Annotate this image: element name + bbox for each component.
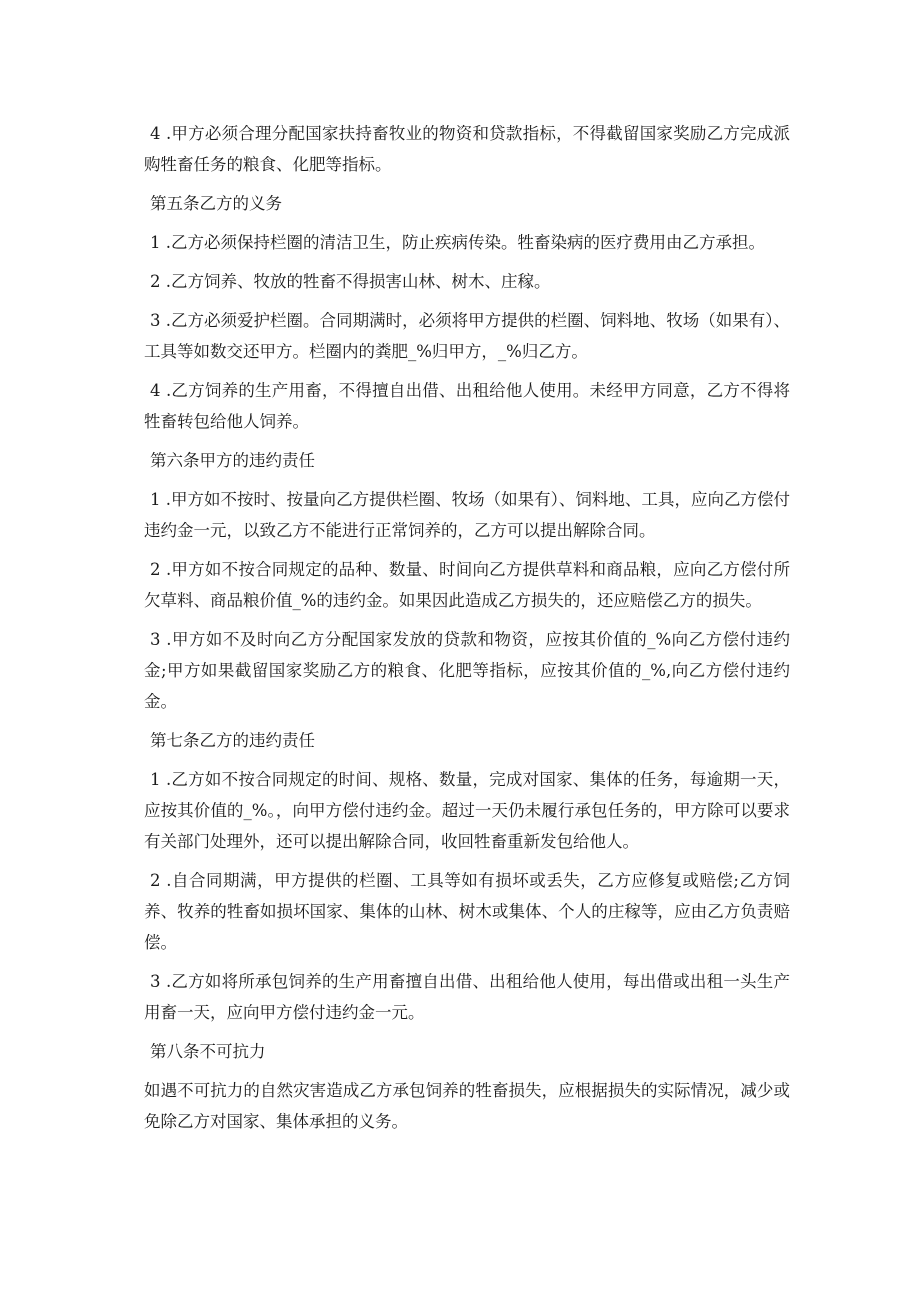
article-5-item-2: 2 .乙方饲养、牧放的牲畜不得损害山林、树木、庄稼。 <box>150 272 551 291</box>
document-page <box>144 118 790 1145</box>
article-7-item-1: 1 .乙方如不按合同规定的时间、规格、数量，完成对国家、集体的任务，每逾期一天，应按其价值的_%。，向甲方偿付违约金。超过一天仍未履行承包任务的，甲方除可以要求有关部门处理外，还可以提出解除合同，收回牲畜重新发包给他人。 <box>144 770 790 851</box>
article-5-item-4: 4 .乙方饲养的生产用畜，不得擅自出借、出租给他人使用。未经甲方同意，乙方不得将牲畜转包给他人饲养。 <box>144 381 790 431</box>
article-5-item-3: 3 .乙方必须爱护栏圈。合同期满时，必须将甲方提供的栏圈、饲料地、牧场（如果有）、工具等如数交还甲方。栏圈内的粪肥_%归甲方，_%归乙方。 <box>144 311 790 361</box>
article-7-heading: 第七条乙方的违约责任 <box>150 731 315 750</box>
article-7-item-3: 3 .乙方如将所承包饲养的生产用畜擅自出借、出租给他人使用，每出借或出租一头生产用畜一天，应向甲方偿付违约金一元。 <box>144 972 790 1022</box>
article-6-item-2: 2 .甲方如不按合同规定的品种、数量、时间向乙方提供草料和商品粮，应向乙方偿付所欠草料、商品粮价值_%的违约金。如果因此造成乙方损失的，还应赔偿乙方的损失。 <box>144 560 790 610</box>
article-6-item-3: 3 .甲方如不及时向乙方分配国家发放的贷款和物资，应按其价值的_%向乙方偿付违约金;甲方如果截留国家奖励乙方的粮食、化肥等指标，应按其价值的_%,向乙方偿付违约金。 <box>144 630 790 711</box>
article-6-heading: 第六条甲方的违约责任 <box>150 451 315 470</box>
clause-5-item-4: 4 .甲方必须合理分配国家扶持畜牧业的物资和贷款指标，不得截留国家奖励乙方完成派购牲畜任务的粮食、化肥等指标。 <box>144 124 790 174</box>
article-8-heading: 第八条不可抗力 <box>150 1042 266 1061</box>
article-5-heading: 第五条乙方的义务 <box>150 194 282 213</box>
article-7-item-2: 2 .自合同期满，甲方提供的栏圈、工具等如有损坏或丢失，乙方应修复或赔偿;乙方饲养、牧养的牲畜如损坏国家、集体的山林、树木或集体、个人的庄稼等，应由乙方负责赔偿。 <box>144 871 790 952</box>
article-6-item-1: 1 .甲方如不按时、按量向乙方提供栏圈、牧场（如果有）、饲料地、工具，应向乙方偿付违约金一元，以致乙方不能进行正常饲养的，乙方可以提出解除合同。 <box>144 490 790 540</box>
article-5-item-1: 1 .乙方必须保持栏圈的清洁卫生，防止疾病传染。牲畜染病的医疗费用由乙方承担。 <box>150 233 765 252</box>
article-8-body: 如遇不可抗力的自然灾害造成乙方承包饲养的牲畜损失，应根据损失的实际情况，减少或免除乙方对国家、集体承担的义务。 <box>144 1081 790 1131</box>
